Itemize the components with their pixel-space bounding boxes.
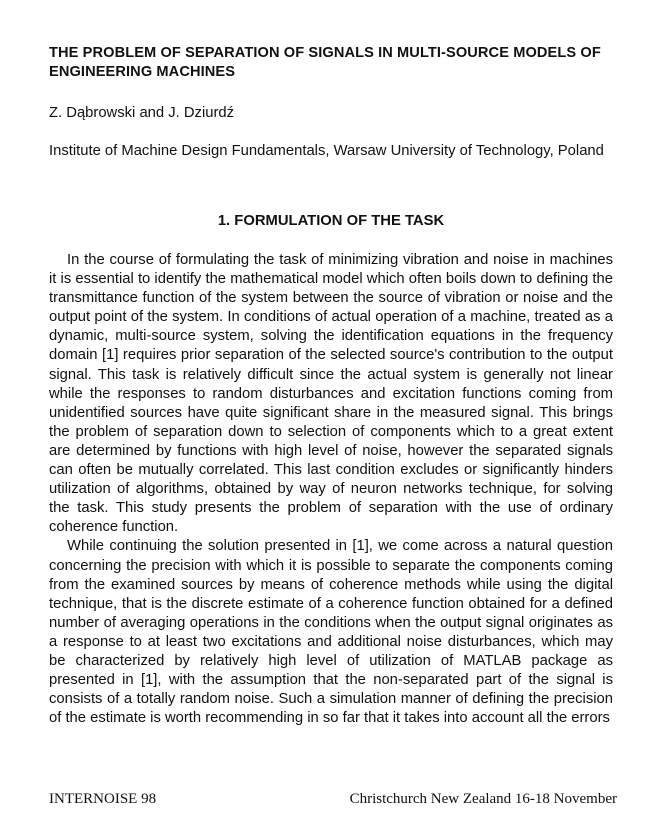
- section-heading: 1. FORMULATION OF THE TASK: [217, 213, 445, 229]
- authors: Z. Dąbrowski and J. Dziurdź: [49, 105, 235, 121]
- page-footer: [49, 790, 617, 808]
- footer-conference: INTERNOISE 98: [49, 791, 157, 807]
- paragraph: While continuing the solution presented in [1], we come across a natural question concerning the precision with which it is possible to separate the components coming from the examined sources by means of coherence methods while using the digital technique, that is the discrete estimate of a coherence function obtained for a defined number of averaging operations in the conditions when the output signal originates as a response to at least two excitations and additional noise disturbances, which may be characterized by relatively high level of utilization of MATLAB package as presented in [1], with the assumption that the non-separated part of the signal is consists of a totally random noise. Such a simulation manner of defining the precision of the estimate is worth recommending in so far that it takes into account all the errors: [49, 538, 613, 727]
- affiliation: Institute of Machine Design Fundamentals, Warsaw University of Technology, Poland: [49, 143, 604, 159]
- body-text: [49, 251, 613, 728]
- footer-location-date: Christchurch New Zealand 16-18 November: [349, 791, 617, 807]
- paragraph: In the course of formulating the task of minimizing vibration and noise in machines it is essential to identify the mathematical model which often boils down to defining the transmittance function of the system between the source of vibration or noise and the output point of the system. In conditions of actual operation of a machine, treated as a dynamic, multi-source system, solving the identification equations in the frequency domain [1] requires prior separation of the selected source's contribution to the output signal. This task is relatively difficult since the actual system is generally not linear while the responses to random disturbances and excitation functions coming from unidentified sources have quite significant share in the measured signal. This brings the problem of separation down to selection of components which to a great extent are determined by functions with high level of noise, however the separated signals can often be mutually correlated. This last condition excludes or significantly hinders utilization of algorithms, obtained by way of neuron networks technique, for solving the task. This study presents the problem of separation with the use of ordinary coherence function.: [49, 252, 613, 536]
- paper-title: THE PROBLEM OF SEPARATION OF SIGNALS IN MULTI-SOURCE MODELS OF ENGINEERING MACHINES: [49, 45, 601, 80]
